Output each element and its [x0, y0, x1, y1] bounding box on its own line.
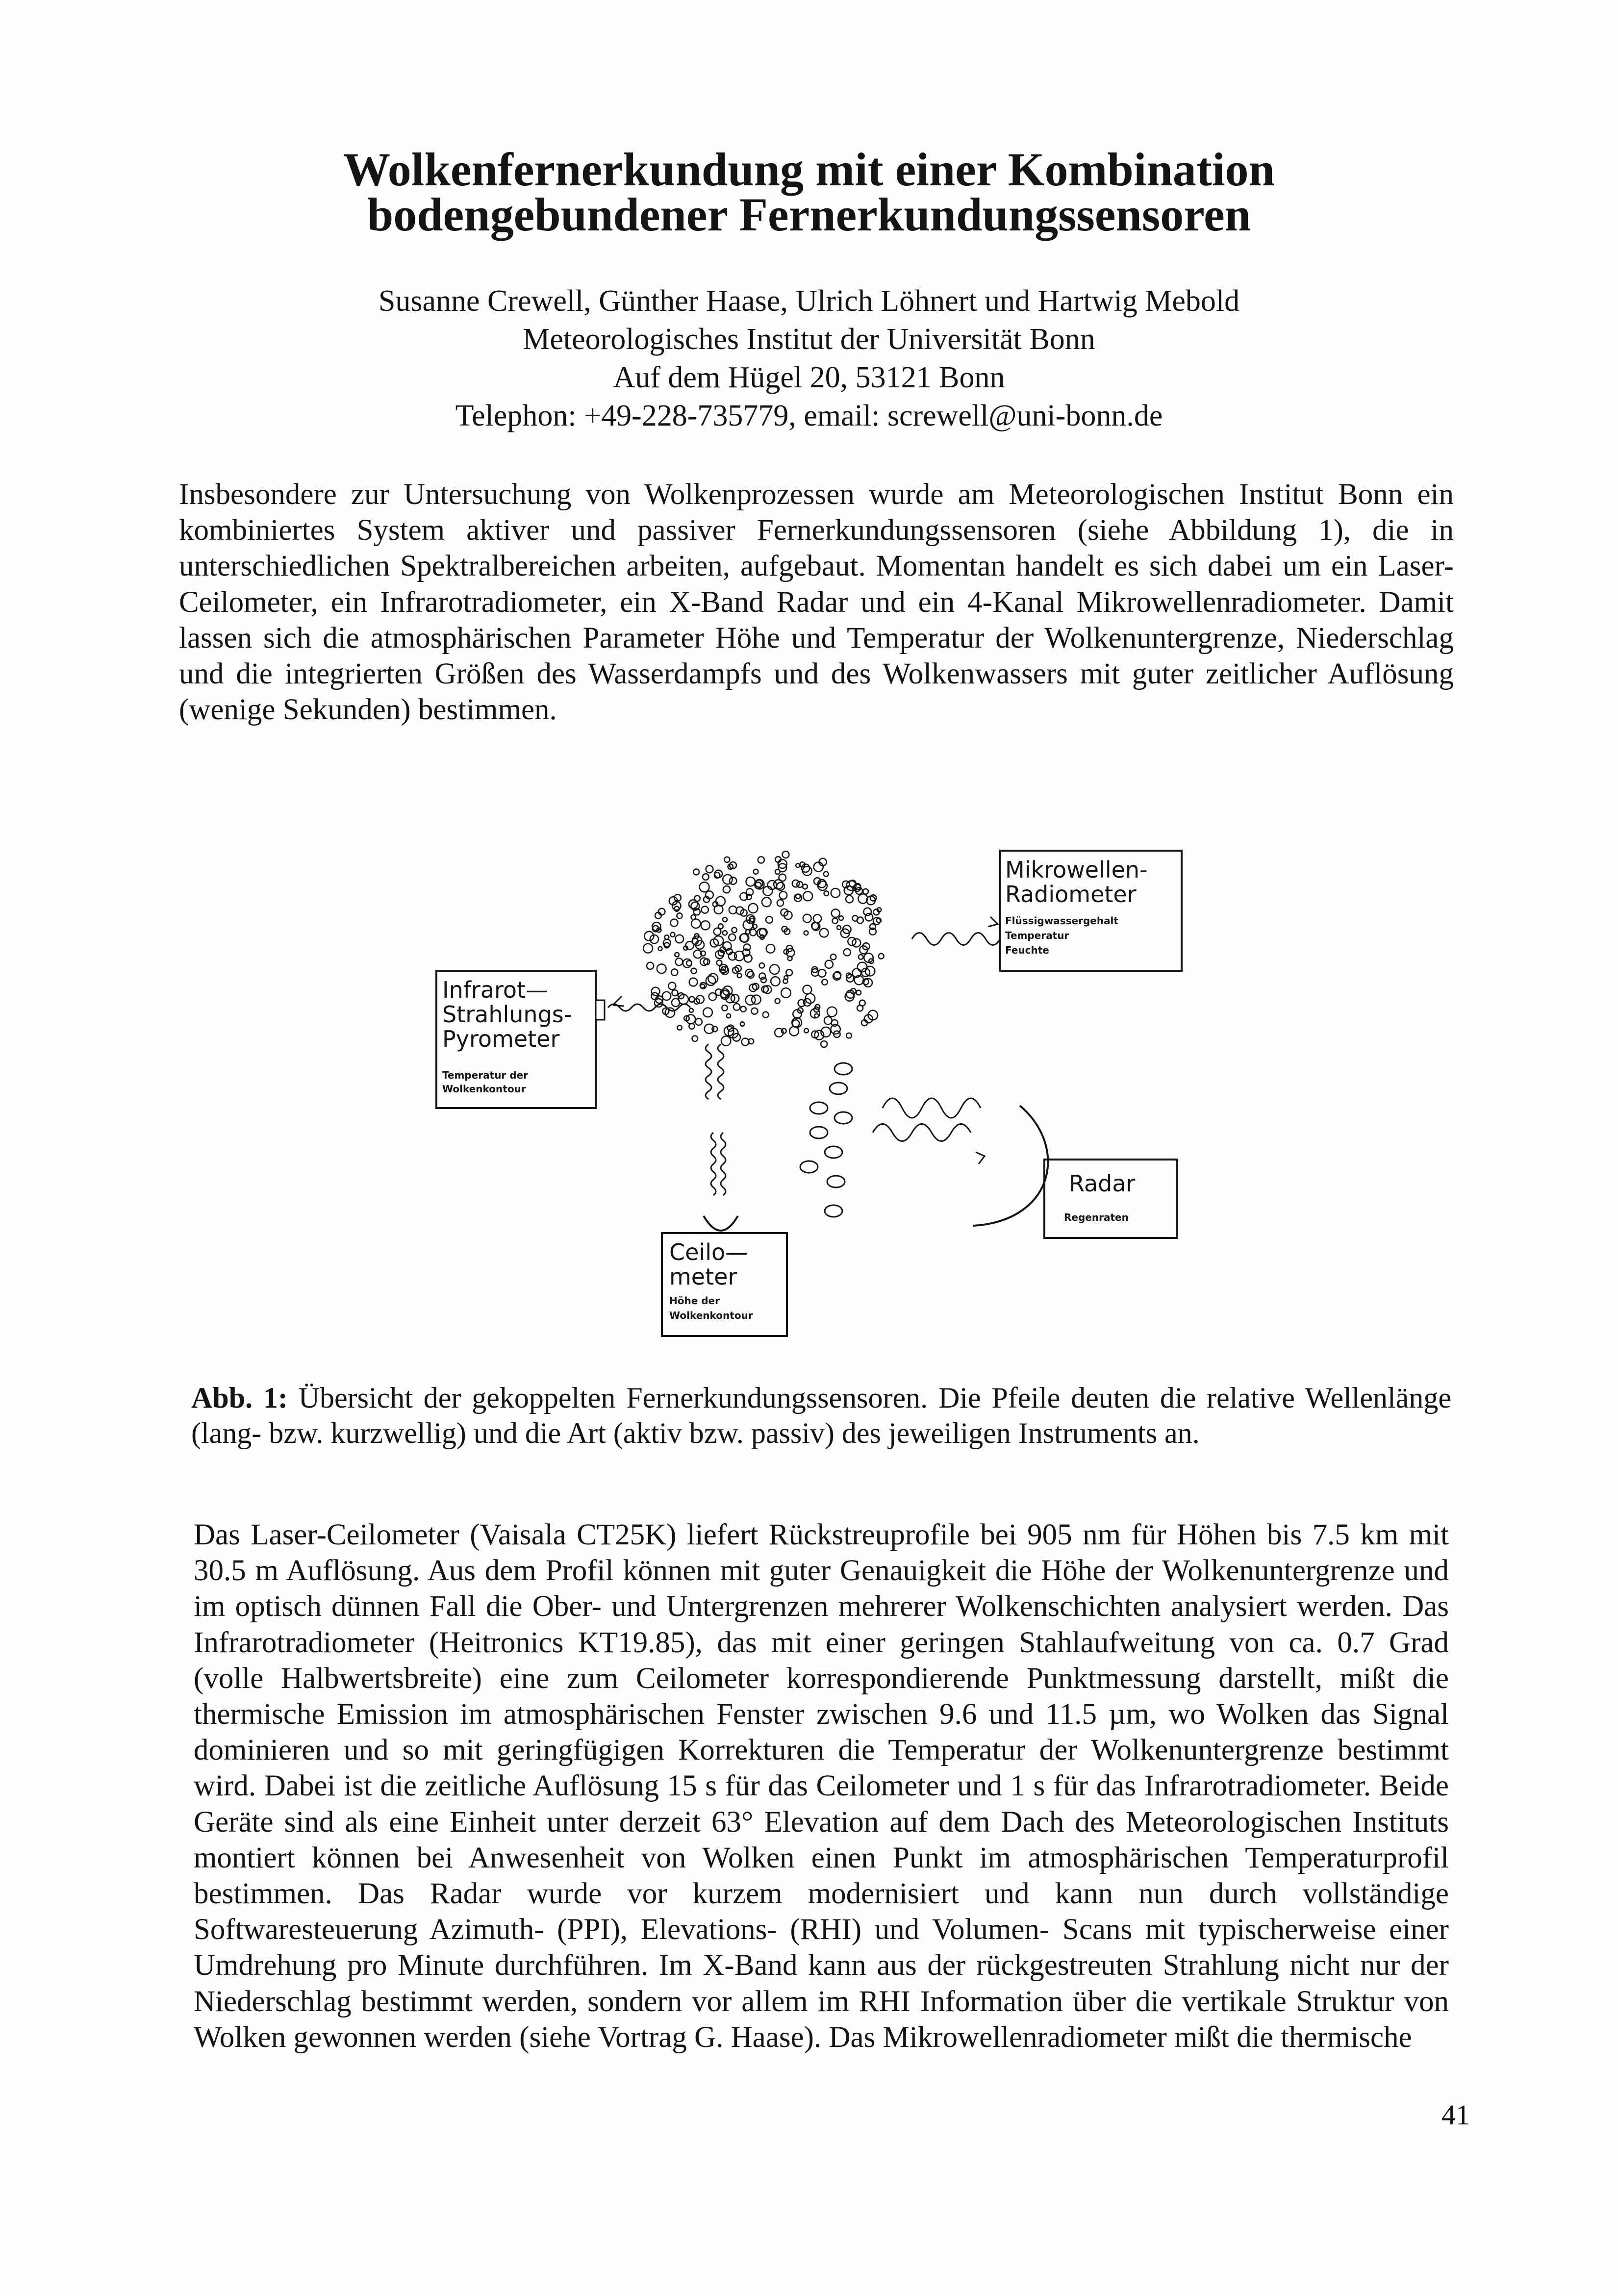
- cloud-droplet: [742, 1038, 749, 1046]
- cloud-droplet: [729, 906, 737, 914]
- infrared-sub-2: Wolkenkontour: [442, 1083, 526, 1095]
- cloud-droplet: [804, 1029, 809, 1033]
- cloud-droplet: [691, 968, 696, 974]
- cloud-droplet: [753, 924, 757, 928]
- cloud-droplet: [825, 960, 833, 968]
- ceilometer-beam-down-2: [721, 1133, 726, 1195]
- cloud-droplet: [692, 1036, 698, 1042]
- cloud-droplet: [857, 1005, 863, 1011]
- cloud-droplet: [668, 983, 676, 990]
- cloud-droplet: [759, 973, 765, 980]
- cloud-droplet: [672, 999, 680, 1007]
- cloud-droplet: [741, 1007, 746, 1012]
- sensor-diagram: [417, 833, 1201, 1348]
- cloud-droplet: [803, 985, 811, 994]
- cloud-droplet: [792, 880, 799, 887]
- cloud-droplet: [702, 907, 708, 913]
- cloud-droplet: [658, 947, 662, 951]
- radar-title: Radar: [1069, 1170, 1136, 1197]
- cloud-droplet: [695, 1018, 702, 1025]
- cloud-droplet: [671, 969, 678, 975]
- cloud-droplet: [856, 990, 861, 995]
- infrared-pyrometer-box: [436, 971, 605, 1108]
- cloud-droplet: [724, 857, 730, 862]
- cloud-droplet: [762, 898, 771, 907]
- cloud-droplet: [824, 1017, 832, 1025]
- cloud-droplet: [814, 862, 823, 872]
- radar-signal-wave-2: [873, 1124, 971, 1141]
- cloud-droplet: [671, 919, 678, 927]
- author-contact: Telephon: +49-228-735779, email: screwell@uni-bonn.de: [455, 399, 1163, 432]
- infrared-title-3: Pyrometer: [442, 1026, 560, 1052]
- cloud-droplet: [848, 937, 856, 945]
- cloud-droplet: [832, 909, 840, 917]
- cloud-droplet: [652, 987, 660, 996]
- cloud-droplet: [643, 944, 653, 953]
- cloud-droplet: [758, 857, 764, 863]
- microwave-sub-2: Temperatur: [1005, 930, 1069, 941]
- microwave-signal-wave: [912, 933, 1000, 945]
- ceilometer-beam-down-1: [711, 1133, 716, 1195]
- cloud-droplet: [689, 1024, 694, 1029]
- infrared-title-2: Strahlungs-: [442, 1001, 572, 1028]
- cloud-droplet: [658, 908, 665, 915]
- radar-sub: Regenraten: [1064, 1211, 1129, 1223]
- cloud-droplet: [803, 866, 812, 876]
- cloud-droplet: [775, 999, 780, 1004]
- ceilometer-title-2: meter: [669, 1263, 737, 1290]
- microwave-title-2: Radiometer: [1005, 881, 1137, 908]
- cloud-droplet: [675, 953, 679, 957]
- ceilometer-title-1: Ceilo—: [669, 1239, 748, 1265]
- cloud-droplet: [813, 914, 821, 922]
- sensor-diagram-svg: [417, 833, 1201, 1348]
- cloud-droplet: [723, 931, 727, 935]
- cloud-droplet: [729, 934, 735, 941]
- cloud-droplet: [771, 977, 780, 986]
- cloud-droplet: [796, 863, 800, 867]
- cloud-droplet: [824, 872, 829, 877]
- cloud-droplet: [879, 954, 884, 959]
- cloud-droplet: [865, 913, 873, 921]
- cloud-droplet: [723, 917, 727, 922]
- infrared-signal-arrowhead: [613, 996, 624, 1006]
- ceilometer-box: [662, 1216, 787, 1336]
- cloud-droplet: [672, 990, 678, 996]
- cloud-droplet: [763, 1012, 769, 1018]
- cloud-droplet: [831, 888, 840, 897]
- cloud-droplet: [723, 875, 732, 884]
- cloud-droplet: [859, 955, 863, 959]
- cloud-droplet: [745, 969, 753, 977]
- cloud-droplet: [686, 1015, 696, 1024]
- cloud-droplet: [837, 926, 841, 930]
- cloud-droplet: [822, 980, 827, 985]
- infrared-title-1: Infrarot—: [442, 977, 549, 1003]
- ceilometer-sub-2: Wolkenkontour: [669, 1310, 753, 1321]
- cloud-droplet: [737, 973, 742, 978]
- radar-signal-arrowhead: [976, 1152, 985, 1164]
- rain-drops: [800, 1063, 852, 1217]
- radar-box: [973, 1106, 1177, 1238]
- cloud-droplet: [647, 962, 654, 969]
- cloud-droplet: [718, 924, 723, 929]
- cloud-droplet: [827, 1007, 837, 1017]
- cloud-droplet: [749, 904, 758, 913]
- cloud-droplet: [784, 976, 788, 980]
- cloud-droplet: [689, 978, 698, 986]
- cloud-droplet: [722, 1005, 727, 1010]
- microwave-radiometer-box: [1000, 851, 1182, 971]
- microwave-signal-arrowhead: [988, 917, 998, 927]
- microwave-title-1: Mikrowellen-: [1005, 857, 1148, 883]
- body-paragraph: Das Laser-Ceilometer (Vaisala CT25K) liefert Rückstreuprofile bei 905 nm für Höhen bis 7.5 km mit 30.5 m Auflösung. Aus dem Profil können mit guter Genauigkeit die Höhe der Wolkenuntergrenze und im optisch dünnen Fall die Ober- und Untergrenzen mehrerer Wolkenschichten analysiert werden. Das Infrarotradiometer (Heitronics KT19.85), das mit einer geringen Stahlaufweitung von ca. 0.7 Grad (volle Halbwertsbreite) eine zum Ceilometer korrespondierende Punktmessung darstellt, mißt die thermische Emission im atmosphärischen Fenster zwischen 9.6 und 11.5 µm, wo Wolken das Signal dominieren und so mit geringfügigen Korrekturen die Temperatur der Wolkenuntergrenze bestimmt wird. Dabei ist die zeitliche Auflösung 15 s für das Ceilometer und 1 s für das Infrarotradiometer. Beide Geräte sind als eine Einheit unter derzeit 63° Elevation auf dem Dach des Meteorologischen Instituts montiert können bei Anwesenheit von Wolken einen Punkt im atmosphärischen Temperaturprofil bestimmen. Das Radar wurde vor kurzem modernisiert und kann nun durch vollständige Softwaresteuerung Azimuth- (PPI), Elevations- (RHI) und Volumen- Scans mit typischerweise einer Umdrehung pro Minute durchführen. Im X-Band kann aus der rückgestreuten Strahlung nicht nur der Niederschlag bestimmt werden, sondern vor allem im RHI Information über die vertikale Struktur von Wolken gewonnen werden (siehe Vortrag G. Haase). Das Mikrowellenradiometer mißt die thermische: [194, 1518, 1449, 2054]
- cloud-droplet: [804, 931, 809, 935]
- cloud-droplet: [676, 958, 683, 965]
- title-line-2: bodengebundener Fernerkundungssensoren: [367, 188, 1251, 241]
- cloud-droplet: [727, 1014, 731, 1018]
- cloud-droplet: [703, 1008, 712, 1017]
- cloud-droplet: [723, 886, 730, 893]
- cloud-droplet: [689, 1009, 693, 1012]
- cloud-droplet: [746, 877, 755, 886]
- cloud-droplet: [792, 1020, 799, 1027]
- cloud-droplet: [759, 963, 764, 968]
- cloud-droplet: [677, 1025, 682, 1030]
- cloud-droplet: [665, 1008, 675, 1017]
- cloud-droplet: [670, 933, 675, 937]
- cloud-droplet: [824, 891, 829, 896]
- cloud-droplet: [716, 897, 725, 906]
- title-line-1: Wolkenfernerkundung mit einer Kombination: [343, 143, 1275, 196]
- cloud-droplet: [751, 1008, 758, 1014]
- cloud-droplet: [846, 896, 853, 903]
- intro-paragraph: Insbesondere zur Untersuchung von Wolkenprozessen wurde am Meteorologischen Institut Bonn ein kombiniertes System aktiver und passiver Fernerkundungssensoren (siehe Abbildung 1), die in unterschiedlichen Spektralbereichen arbeiten, aufgebaut. Momentan handelt es sich dabei um ein Laser-Ceilometer, ein Infrarotradiometer, ein X-Band Radar und ein 4-Kanal Mikrowellenradiometer. Damit lassen sich die atmosphärischen Parameter Höhe und Temperatur der Wolkenuntergrenze, Niederschlag und die integrierten Größen des Wasserdampfs und des Wolkenwassers mit guter zeitlicher Auflösung (wenige Sekunden) bestimmen.: [179, 478, 1454, 727]
- cloud-droplet: [766, 944, 775, 953]
- cloud-droplet: [789, 1027, 799, 1036]
- cloud-droplet: [783, 851, 789, 858]
- cloud-droplet: [794, 894, 802, 902]
- paper-title: [0, 143, 1618, 241]
- cloud-droplet: [706, 865, 713, 873]
- cloud-droplet: [803, 891, 812, 901]
- cloud-droplet: [733, 1004, 740, 1010]
- cloud-droplet: [691, 919, 701, 929]
- cloud-droplet: [818, 969, 826, 977]
- cloud-droplet: [709, 993, 716, 1000]
- cloud-droplet: [833, 918, 838, 924]
- microwave-sub-1: Flüssigwassergehalt: [1005, 915, 1118, 927]
- radar-antenna-dish: [973, 1106, 1048, 1226]
- caption-label: Abb. 1:: [191, 1382, 288, 1414]
- cloud-droplet: [677, 913, 682, 918]
- page-number: 41: [1441, 2099, 1470, 2131]
- cloud-droplet: [657, 964, 666, 973]
- cloud-droplet: [821, 1041, 827, 1047]
- cloud-droplet: [701, 921, 710, 930]
- infrared-sub-1: Temperatur der: [442, 1069, 528, 1081]
- cloud-droplet: [715, 870, 722, 878]
- ceilometer-beam-up-2: [718, 1044, 724, 1099]
- cloud-droplet: [740, 1022, 744, 1026]
- cloud-droplet: [708, 974, 718, 984]
- author-names: Susanne Crewell, Günther Haase, Ulrich Löhnert und Hartwig Mebold: [378, 284, 1240, 318]
- cloud-droplet: [683, 959, 692, 968]
- cloud-droplet: [781, 988, 791, 998]
- radar-signal-wave-1: [883, 1098, 981, 1118]
- cloud-droplet: [703, 874, 709, 880]
- cloud-droplet: [715, 951, 724, 959]
- ceilometer-sub-1: Höhe der: [669, 1295, 720, 1307]
- cloud-droplet: [782, 1029, 786, 1034]
- cloud-droplet: [694, 896, 700, 902]
- microwave-sub-3: Feuchte: [1005, 944, 1049, 956]
- author-institute: Meteorologisches Institut der Universität Bonn: [523, 323, 1095, 356]
- cloud-droplet: [750, 929, 756, 935]
- cloud-droplet: [846, 1033, 852, 1038]
- cloud-droplet: [700, 882, 709, 892]
- cloud-droplet: [721, 1036, 731, 1045]
- figure-caption: [191, 1380, 1451, 1451]
- cloud-droplet: [803, 914, 811, 923]
- cloud-droplet: [732, 928, 736, 933]
- cloud-droplet: [676, 935, 684, 943]
- cloud-droplet: [770, 964, 780, 974]
- cloud-droplet: [763, 886, 772, 896]
- author-block: [0, 282, 1618, 435]
- cloud-droplet: [786, 969, 792, 976]
- cloud-droplet: [777, 900, 784, 906]
- cloud-droplet: [831, 954, 836, 959]
- cloud-droplet: [766, 916, 773, 923]
- cloud-droplet: [845, 992, 854, 1001]
- cloud-droplet: [693, 869, 699, 875]
- cloud-droplet: [803, 884, 808, 889]
- cloud-droplet: [870, 895, 876, 901]
- cloud-droplet: [754, 869, 758, 874]
- cloud-droplet: [662, 992, 671, 1000]
- cloud-droplet: [746, 995, 756, 1005]
- cloud-droplet: [863, 889, 868, 894]
- cloud-droplets: [643, 851, 884, 1047]
- cloud-droplet: [839, 916, 843, 920]
- cloud-droplet: [780, 891, 787, 899]
- author-address: Auf dem Hügel 20, 53121 Bonn: [613, 361, 1005, 394]
- cloud-droplet: [644, 932, 654, 941]
- cloud-droplet: [779, 874, 786, 881]
- ceilometer-lens: [704, 1216, 738, 1231]
- ceilometer-beam-up-1: [706, 1044, 711, 1099]
- cloud-droplet: [844, 949, 851, 956]
- caption-text: Übersicht der gekoppelten Fernerkundungssensoren. Die Pfeile deuten die relative Wellenlänge (lang- bzw. kurzwellig) und die Art (aktiv bzw. passiv) des jeweiligen Instruments an.: [191, 1382, 1451, 1449]
- cloud-droplet: [706, 976, 715, 985]
- cloud-droplet: [820, 929, 829, 937]
